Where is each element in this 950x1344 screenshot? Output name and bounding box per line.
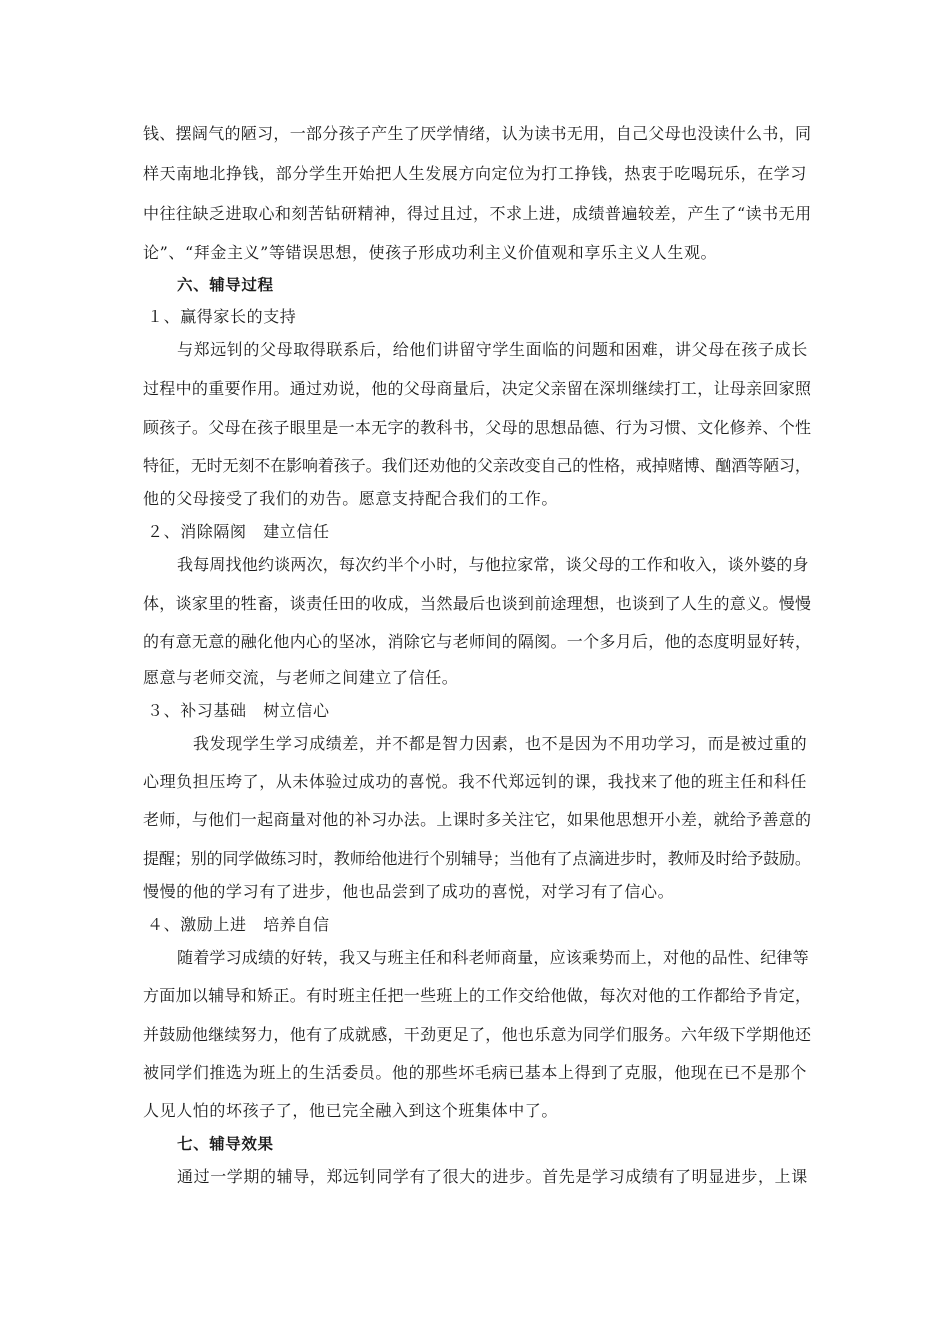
section-heading: 六、辅导过程 (177, 276, 274, 294)
paragraph-line: 通过一学期的辅导，郑远钊同学有了很大的进步。首先是学习成绩有了明显进步，上课 (177, 1167, 808, 1186)
subsection-title: ４、激励上进 培养自信 (147, 915, 330, 934)
paragraph-line: 特征，无时无刻不在影响着孩子。我们还劝他的父亲改变自己的性格，戒掉赌博、酗酒等陋习， (143, 456, 811, 475)
paragraph-line: 慢慢的他的学习有了进步，他也品尝到了成功的喜悦，对学习有了信心。 (143, 882, 675, 901)
paragraph-line: 愿意与老师交流，与老师之间建立了信任。 (143, 668, 459, 687)
paragraph-line: 随着学习成绩的好转，我又与班主任和科老师商量，应该乘势而上，对他的品性、纪律等 (177, 948, 809, 967)
paragraph-line: 心理负担压垮了，从未体验过成功的喜悦。我不代郑远钊的课，我找来了他的班主任和科任 (143, 772, 808, 791)
paragraph-line: 老师，与他们一起商量对他的补习办法。上课时多关注它，如果他思想开小差，就给予善意的 (143, 810, 812, 829)
paragraph-line: 的有意无意的融化他内心的坚冰，消除它与老师间的隔阂。一个多月后，他的态度明显好转， (143, 632, 812, 651)
paragraph-line: 他的父母接受了我们的劝告。愿意支持配合我们的工作。 (143, 489, 559, 508)
paragraph-line: 样天南地北挣钱，部分学生开始把人生发展方向定位为打工挣钱，热衷于吃喝玩乐，在学习 (143, 164, 808, 183)
paragraph-line: 中往往缺乏进取心和刻苦钻研精神，得过且过，不求上进，成绩普遍较差，产生了“读书无用 (143, 204, 812, 223)
paragraph-line: 与郑远钊的父母取得联系后，给他们讲留守学生面临的问题和困难，讲父母在孩子成长 (177, 340, 808, 359)
paragraph-line: 被同学们推选为班上的生活委员。他的那些坏毛病已基本上得到了克服，他现在已不是那个 (143, 1063, 808, 1082)
paragraph-line: 我发现学生学习成绩差，并不都是智力因素，也不是因为不用功学习，而是被过重的 (193, 734, 808, 753)
paragraph-line: 提醒；别的同学做练习时，教师给他进行个别辅导；当他有了点滴进步时，教师及时给予鼓励。 (143, 849, 811, 868)
subsection-title: ２、消除隔阂 建立信任 (147, 522, 330, 541)
section-heading: 七、辅导效果 (177, 1135, 274, 1153)
subsection-title: ３、补习基础 树立信心 (147, 701, 330, 720)
paragraph-line: 方面加以辅导和矫正。有时班主任把一些班上的工作交给他做，每次对他的工作都给予肯定， (143, 986, 812, 1005)
paragraph-line: 论”、“拜金主义”等错误思想，使孩子形成功利主义价值观和享乐主义人生观。 (143, 243, 718, 262)
paragraph-line: 并鼓励他继续努力，他有了成就感，干劲更足了，他也乐意为同学们服务。六年级下学期他还 (143, 1025, 812, 1044)
paragraph-line: 顾孩子。父母在孩子眼里是一本无字的教科书，父母的思想品德、行为习惯、文化修养、个性 (143, 418, 812, 437)
paragraph-line: 过程中的重要作用。通过劝说，他的父母商量后，决定父亲留在深圳继续打工，让母亲回家照 (143, 379, 812, 398)
subsection-title: １、赢得家长的支持 (147, 307, 297, 326)
paragraph-line: 钱、摆阔气的陋习，一部分孩子产生了厌学情绪，认为读书无用，自己父母也没读什么书，同 (143, 124, 812, 143)
paragraph-line: 人见人怕的坏孩子了，他已完全融入到这个班集体中了。 (143, 1101, 559, 1120)
paragraph-line: 我每周找他约谈两次，每次约半个小时，与他拉家常，谈父母的工作和收入，谈外婆的身 (177, 555, 809, 574)
paragraph-line: 体，谈家里的牲畜，谈责任田的收成，当然最后也谈到前途理想，也谈到了人生的意义。慢慢 (143, 594, 812, 613)
